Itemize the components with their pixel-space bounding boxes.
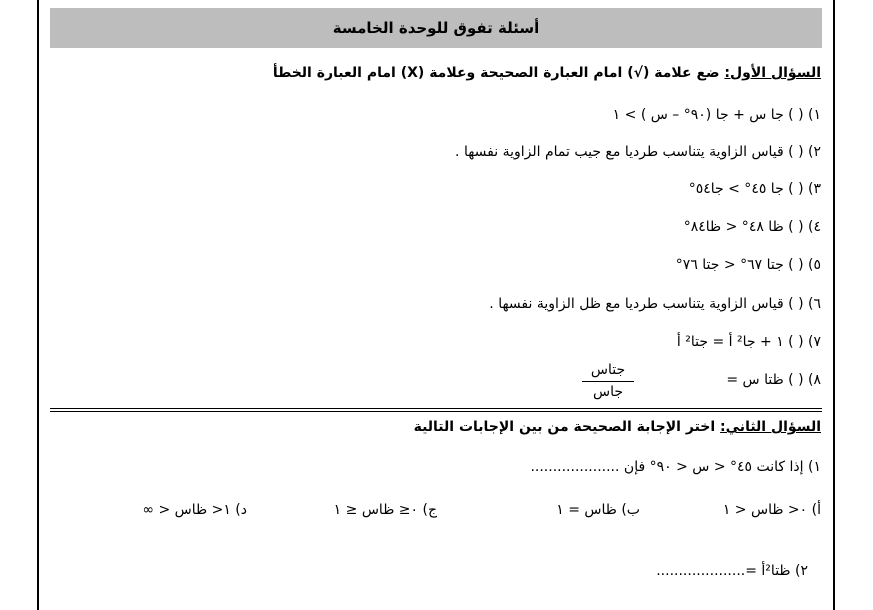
q1-item-4: ٤) ( ) ظا ٤٨° < ظا٨٤°	[683, 219, 821, 235]
fraction-numerator: جتاس	[590, 362, 626, 378]
fraction-denominator: جاس	[592, 384, 623, 400]
q1-label: السؤال الأول:	[724, 65, 821, 81]
q1-item-7: ٧) ( ) ١ + جا² أ = جتا² أ	[676, 334, 821, 350]
q2-item-1: ١) إذا كانت ٤٥° < س < ٩٠° فإن ....................	[530, 459, 821, 475]
q1-item-2: ٢) ( ) قياس الزاوية يتناسب طرديا مع جيب تمام الزاوية نفسها .	[455, 144, 821, 160]
q1-item-5: ٥) ( ) جتا ٦٧° < جتا ٧٦°	[675, 257, 821, 273]
q1-item-6: ٦) ( ) قياس الزاوية يتناسب طرديا مع ظل الزاوية نفسها .	[489, 296, 821, 312]
q1-item-1: ١) ( ) جا س + جا (٩٠° – س ) > ١	[612, 107, 821, 123]
worksheet-title: أسئلة تفوق للوحدة الخامسة	[332, 19, 540, 37]
q2-label: السؤال الثاني:	[720, 419, 821, 435]
q1-heading	[273, 65, 821, 81]
q1-item-3: ٣) ( ) جا ٤٥° > جا٥٤°	[688, 181, 821, 197]
q2-choice-c: ج) ٠≤ ظاس ≤ ١	[333, 502, 437, 518]
section-divider-bottom	[50, 411, 822, 412]
q1-item-8: ٨) ( ) ظتا س =	[726, 372, 821, 388]
section-divider-top	[50, 408, 822, 409]
q2-choice-b: ب) ظاس = ١	[556, 502, 640, 518]
q2-choice-a: أ) ٠< ظاس < ١	[722, 502, 821, 518]
q2-heading	[414, 419, 821, 435]
left-margin-line	[37, 0, 39, 610]
fraction-bar	[582, 381, 634, 382]
q2-instruction: اختر الإجابة الصحيحة من بين الإجابات التالية	[413, 419, 716, 435]
q2-item-2: ٢) ظتا²أ =....................	[656, 563, 808, 579]
right-margin-line	[833, 0, 835, 610]
q2-choice-d: د) ١< ظاس < ∞	[142, 502, 247, 518]
q1-instruction: ضع علامة (√) امام العبارة الصحيحة وعلامة (X) امام العبارة الخطأ	[272, 65, 720, 81]
